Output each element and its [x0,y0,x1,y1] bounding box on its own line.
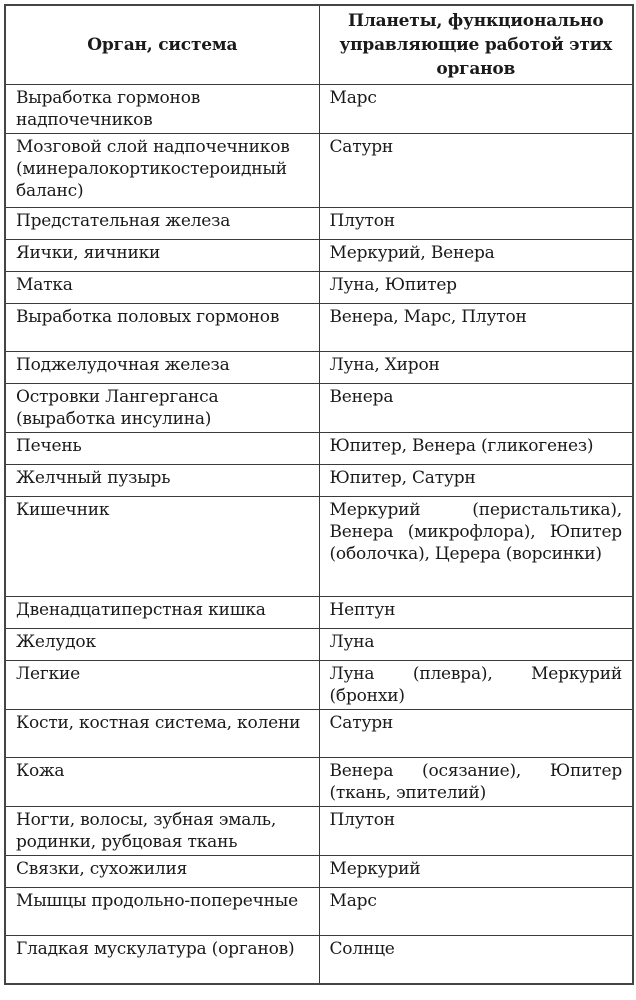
planets-cell: Сатурн [319,710,633,758]
organ-cell: Мозговой слой надпочечников (минералокортикостероидный баланс) [5,134,319,208]
table-row [5,433,633,465]
organ-cell: Связки, сухожилия [5,856,319,888]
header-organ: Орган, система [5,5,319,85]
planets-cell: Венера (осязание), Юпитер (ткань, эпителий) [319,758,633,807]
table-row [5,807,633,856]
planets-cell: Юпитер, Сатурн [319,465,633,497]
organ-cell: Островки Лангерганса (выработка инсулина) [5,384,319,433]
planets-cell: Плутон [319,807,633,856]
planets-cell: Луна [319,629,633,661]
organ-cell: Желудок [5,629,319,661]
table-row [5,710,633,758]
table-row [5,597,633,629]
organ-cell: Матка [5,272,319,304]
planets-cell: Венера [319,384,633,433]
table-row [5,272,633,304]
organ-planet-table [4,4,634,985]
table-row [5,465,633,497]
planets-cell: Луна, Юпитер [319,272,633,304]
organ-cell: Предстательная железа [5,208,319,240]
table-row [5,208,633,240]
organ-cell: Кожа [5,758,319,807]
table-row [5,629,633,661]
organ-cell: Выработка гормонов надпочечников [5,85,319,134]
organ-cell: Выработка половых гормонов [5,304,319,352]
organ-cell: Мышцы продольно-поперечные [5,888,319,936]
organ-planet-table-container [4,4,632,985]
header-planets: Планеты, функционально управляющие работой этих органов [319,5,633,85]
table-row [5,661,633,710]
table-row [5,384,633,433]
table-row [5,304,633,352]
table-header-row [5,5,633,85]
planets-cell: Солнце [319,936,633,984]
planets-cell: Юпитер, Венера (гликогенез) [319,433,633,465]
planets-cell: Марс [319,888,633,936]
organ-cell: Легкие [5,661,319,710]
table-row [5,758,633,807]
planets-cell: Луна, Хирон [319,352,633,384]
planets-cell: Нептун [319,597,633,629]
planets-cell: Марс [319,85,633,134]
table-row [5,240,633,272]
organ-cell: Двенадцатиперстная кишка [5,597,319,629]
table-row [5,134,633,208]
organ-cell: Яички, яичники [5,240,319,272]
organ-cell: Кости, костная система, колени [5,710,319,758]
table-row [5,352,633,384]
planets-cell: Меркурий, Венера [319,240,633,272]
table-row [5,85,633,134]
table-row [5,497,633,597]
organ-cell: Ногти, волосы, зубная эмаль, родинки, рубцовая ткань [5,807,319,856]
planets-cell: Плутон [319,208,633,240]
table-body [5,85,633,984]
planets-cell: Луна (плевра), Меркурий (бронхи) [319,661,633,710]
organ-cell: Желчный пузырь [5,465,319,497]
organ-cell: Гладкая мускулатура (органов) [5,936,319,984]
table-row [5,856,633,888]
organ-cell: Кишечник [5,497,319,597]
organ-cell: Поджелудочная железа [5,352,319,384]
planets-cell: Меркурий [319,856,633,888]
planets-cell: Венера, Марс, Плутон [319,304,633,352]
planets-cell: Сатурн [319,134,633,208]
table-row [5,936,633,984]
organ-cell: Печень [5,433,319,465]
planets-cell: Меркурий (перистальтика), Венера (микрофлора), Юпитер (оболочка), Церера (ворсинки) [319,497,633,597]
table-row [5,888,633,936]
